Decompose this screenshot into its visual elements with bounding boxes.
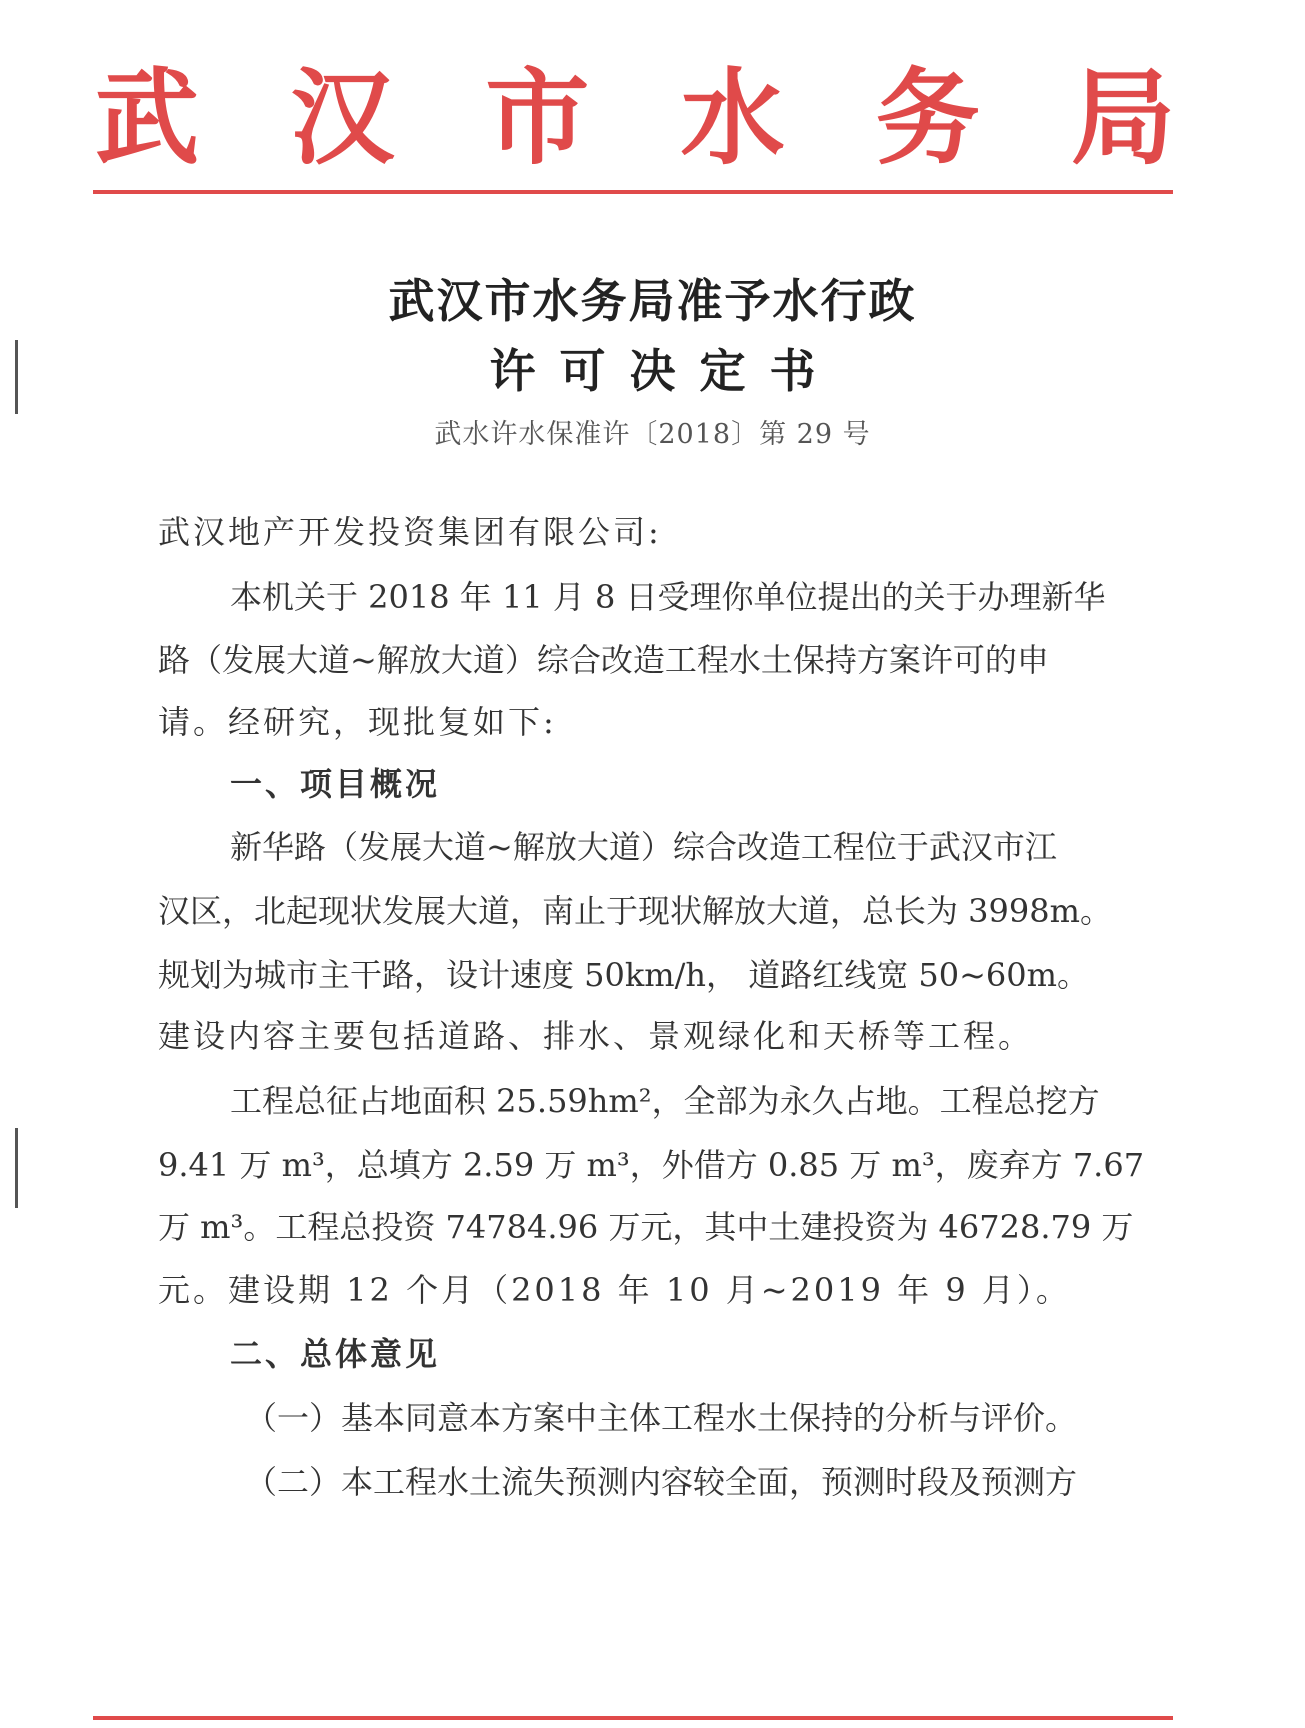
document-title-line1: 武汉市水务局准予水行政 bbox=[388, 274, 917, 328]
letterhead-char: 市 bbox=[485, 55, 590, 179]
document-number: 武水许水保准许〔2018〕第 29 号 bbox=[434, 419, 871, 450]
paragraph-line: 建设内容主要包括道路、排水、景观绿化和天桥等工程。 bbox=[158, 1017, 1034, 1055]
letterhead-char: 水 bbox=[680, 55, 785, 179]
paragraph-line: 本机关于 2018 年 11 月 8 日受理你单位提出的关于办理新华 bbox=[230, 578, 1106, 616]
letterhead bbox=[95, 55, 1175, 180]
paragraph-line: 9.41 万 m³，总填方 2.59 万 m³，外借方 0.85 万 m³，废弃方 7.67 bbox=[158, 1146, 1145, 1184]
paragraph-line: 万 m³。工程总投资 74784.96 万元，其中土建投资为 46728.79 万 bbox=[158, 1208, 1134, 1246]
letterhead-char: 汉 bbox=[290, 55, 395, 179]
paragraph-line: 工程总征占地面积 25.59hm²，全部为永久占地。工程总挖方 bbox=[230, 1082, 1100, 1120]
paragraph-line: 规划为城市主干路，设计速度 50km/h， 道路红线宽 50~60m。 bbox=[158, 956, 1089, 994]
section-heading: 二、总体意见 bbox=[230, 1335, 441, 1373]
paragraph-line: 请。经研究，现批复如下: bbox=[158, 703, 557, 741]
paragraph-line: 新华路（发展大道~解放大道）综合改造工程位于武汉市江 bbox=[230, 828, 1057, 866]
list-item: （二）本工程水土流失预测内容较全面，预测时段及预测方 bbox=[245, 1463, 1078, 1501]
scan-edge-mark bbox=[15, 1128, 18, 1208]
letterhead-char: 局 bbox=[1070, 55, 1175, 179]
section-heading: 一、项目概况 bbox=[230, 765, 441, 803]
recipient: 武汉地产开发投资集团有限公司: bbox=[158, 513, 662, 551]
letterhead-char: 务 bbox=[875, 55, 980, 179]
list-item: （一）基本同意本方案中主体工程水土保持的分析与评价。 bbox=[245, 1399, 1078, 1437]
paragraph-line: 汉区，北起现状发展大道，南止于现状解放大道，总长为 3998m。 bbox=[158, 892, 1112, 930]
letterhead-char: 武 bbox=[95, 55, 200, 179]
paragraph-line: 路（发展大道~解放大道）综合改造工程水土保持方案许可的申 bbox=[158, 641, 1049, 679]
letterhead-rule bbox=[93, 190, 1173, 194]
paragraph-line: 元。建设期 12 个月（2018 年 10 月~2019 年 9 月）。 bbox=[158, 1271, 1071, 1309]
footer-rule bbox=[93, 1716, 1173, 1720]
document-title-line2: 许可决定书 bbox=[489, 344, 840, 398]
